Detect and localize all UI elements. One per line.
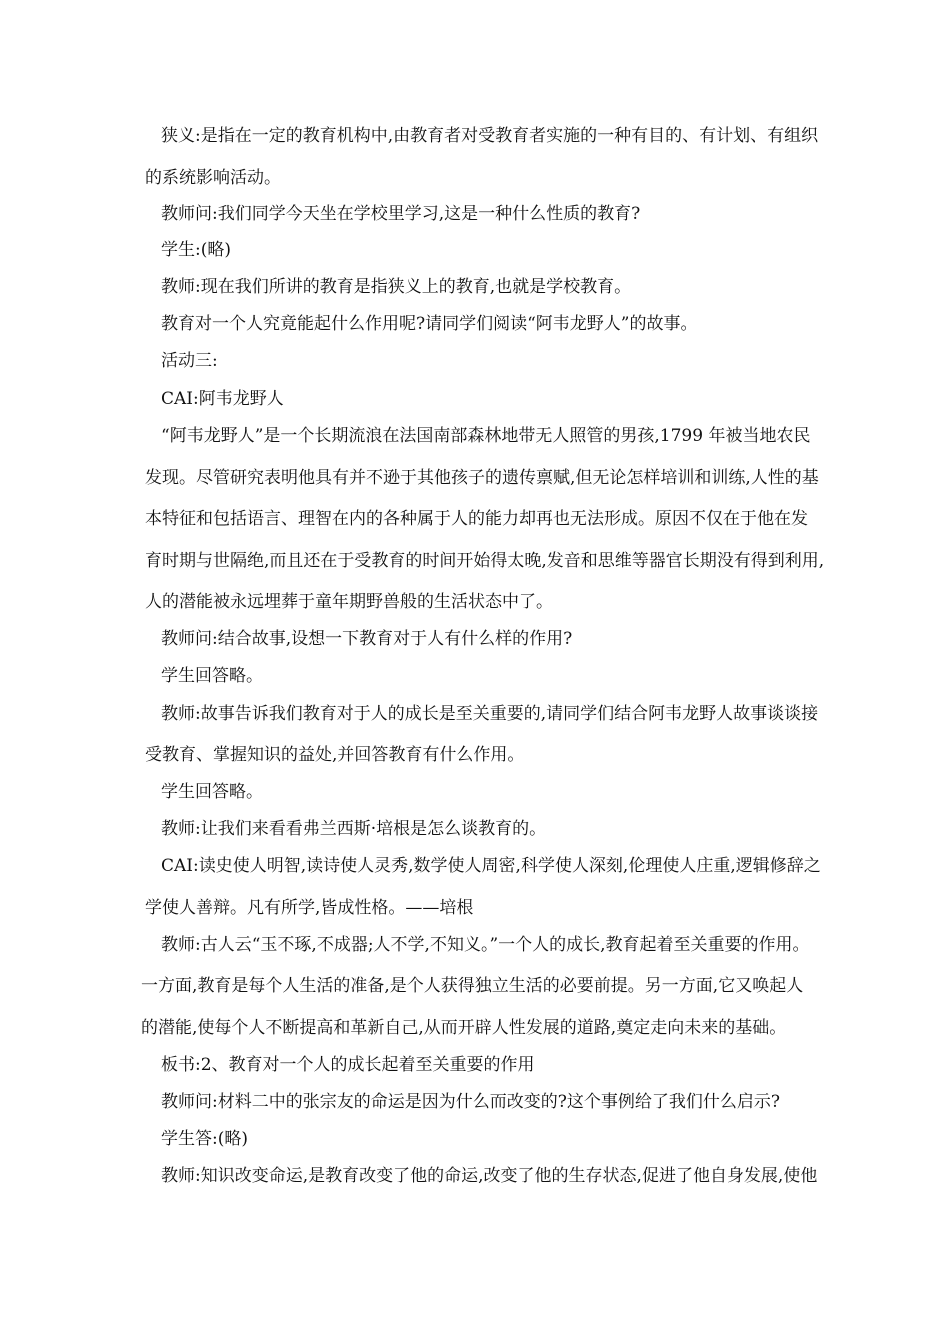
paragraph-line: 育时期与世隔绝,而且还在于受教育的时间开始得太晚,发音和思维等器官长期没有得到利用, bbox=[145, 551, 825, 571]
paragraph-line: 狭义:是指在一定的教育机构中,由教育者对受教育者实施的一种有目的、有计划、有组织 bbox=[161, 126, 819, 146]
paragraph-line: 教师:让我们来看看弗兰西斯·培根是怎么谈教育的。 bbox=[161, 819, 547, 839]
paragraph-line: 学使人善辩。凡有所学,皆成性格。——培根 bbox=[145, 898, 474, 918]
paragraph-line: 的潜能,使每个人不断提高和革新自己,从而开辟人性发展的道路,奠定走向未来的基础。 bbox=[141, 1018, 787, 1038]
paragraph-line: 的系统影响活动。 bbox=[145, 168, 281, 188]
paragraph-line: 活动三: bbox=[161, 351, 218, 371]
paragraph-line: 教师问:我们同学今天坐在学校里学习,这是一种什么性质的教育? bbox=[161, 204, 641, 224]
paragraph-line: 一方面,教育是每个人生活的准备,是个人获得独立生活的必要前提。另一方面,它又唤起人 bbox=[141, 976, 804, 996]
paragraph-line: 人的潜能被永远埋葬于童年期野兽般的生活状态中了。 bbox=[145, 592, 553, 612]
paragraph-line: 学生回答略。 bbox=[161, 666, 263, 686]
paragraph-line: CAI:读史使人明智,读诗使人灵秀,数学使人周密,科学使人深刻,伦理使人庄重,逻辑修辞之 bbox=[161, 856, 821, 876]
paragraph-line: 学生:(略) bbox=[161, 240, 231, 260]
paragraph-line: 发现。尽管研究表明他具有并不逊于其他孩子的遗传禀赋,但无论怎样培训和训练,人性的基 bbox=[145, 468, 819, 488]
paragraph-line: 学生答:(略) bbox=[161, 1129, 248, 1149]
paragraph-line: 教师:现在我们所讲的教育是指狭义上的教育,也就是学校教育。 bbox=[161, 277, 632, 297]
paragraph-line: 板书:2、教育对一个人的成长起着至关重要的作用 bbox=[161, 1055, 535, 1075]
paragraph-line: “阿韦龙野人”是一个长期流浪在法国南部森林地带无人照管的男孩,1799 年被当地农民 bbox=[161, 426, 811, 446]
paragraph-line: 教师:故事告诉我们教育对于人的成长是至关重要的,请同学们结合阿韦龙野人故事谈谈接 bbox=[161, 704, 819, 724]
paragraph-line: 教师问:结合故事,设想一下教育对于人有什么样的作用? bbox=[161, 629, 573, 649]
paragraph-line: 教育对一个人究竟能起什么作用呢?请同学们阅读“阿韦龙野人”的故事。 bbox=[161, 314, 698, 334]
paragraph-line: 学生回答略。 bbox=[161, 782, 263, 802]
paragraph-line: 教师问:材料二中的张宗友的命运是因为什么而改变的?这个事例给了我们什么启示? bbox=[161, 1092, 780, 1112]
paragraph-line: 本特征和包括语言、理智在内的各种属于人的能力却再也无法形成。原因不仅在于他在发 bbox=[145, 509, 808, 529]
paragraph-line: 受教育、掌握知识的益处,并回答教育有什么作用。 bbox=[145, 745, 525, 765]
paragraph-line: CAI:阿韦龙野人 bbox=[161, 389, 284, 409]
paragraph-line: 教师:知识改变命运,是教育改变了他的命运,改变了他的生存状态,促进了他自身发展,使他 bbox=[161, 1166, 818, 1186]
paragraph-line: 教师:古人云“玉不琢,不成器;人不学,不知义。”一个人的成长,教育起着至关重要的作用。 bbox=[161, 935, 810, 955]
